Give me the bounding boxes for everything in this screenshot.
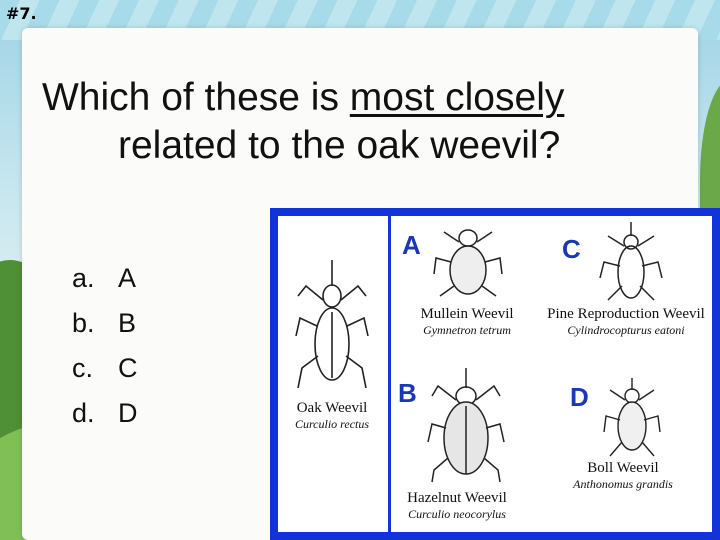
weevil-icon bbox=[426, 366, 506, 484]
option-d[interactable] bbox=[72, 391, 138, 436]
question-text bbox=[42, 74, 692, 170]
common-name: Boll Weevil bbox=[587, 460, 659, 476]
scientific-name: Curculio rectus bbox=[294, 417, 370, 431]
scientific-name: Curculio neocorylus bbox=[408, 507, 506, 521]
common-name: Mullein Weevil bbox=[420, 306, 514, 322]
weevil-icon bbox=[600, 376, 664, 460]
common-name: Pine Reproduction Weevil bbox=[547, 306, 705, 322]
option-value: C bbox=[118, 353, 138, 383]
figure-letter-a: A bbox=[402, 230, 421, 260]
figure-letter-c: C bbox=[562, 234, 581, 264]
option-a[interactable] bbox=[72, 256, 138, 301]
figure-divider bbox=[388, 216, 391, 532]
weevil-icon bbox=[292, 256, 372, 396]
scientific-name: Cylindrocopturus eatoni bbox=[567, 323, 685, 337]
option-value: A bbox=[118, 263, 137, 293]
caption-d bbox=[548, 460, 698, 492]
answer-options bbox=[72, 256, 138, 436]
weevil-figure-panel bbox=[278, 216, 712, 532]
common-name: Oak Weevil bbox=[296, 400, 368, 416]
reference-caption bbox=[280, 400, 384, 432]
option-b[interactable] bbox=[72, 301, 138, 346]
caption-a bbox=[392, 306, 542, 338]
weevil-figure bbox=[270, 208, 720, 540]
option-letter: a. bbox=[72, 263, 95, 293]
option-letter: c. bbox=[72, 353, 94, 383]
weevil-icon bbox=[596, 220, 666, 304]
question-line-2: related to the oak weevil? bbox=[118, 124, 561, 167]
weevil-icon bbox=[428, 222, 508, 302]
figure-letter-b: B bbox=[398, 378, 417, 408]
question-prefix: Which of these is bbox=[42, 76, 350, 119]
common-name: Hazelnut Weevil bbox=[407, 490, 507, 506]
slide-number: #7. bbox=[6, 4, 37, 23]
question-emphasis: most closely bbox=[349, 76, 565, 119]
scientific-name: Anthonomus grandis bbox=[573, 477, 673, 491]
caption-b bbox=[392, 490, 522, 522]
option-letter: d. bbox=[72, 398, 95, 428]
figure-letter-d: D bbox=[570, 382, 589, 412]
caption-c bbox=[536, 306, 716, 338]
option-value: B bbox=[118, 308, 137, 338]
option-letter: b. bbox=[72, 308, 95, 338]
option-c[interactable] bbox=[72, 346, 138, 391]
scientific-name: Gymnetron tetrum bbox=[423, 323, 511, 337]
option-value: D bbox=[118, 398, 138, 428]
